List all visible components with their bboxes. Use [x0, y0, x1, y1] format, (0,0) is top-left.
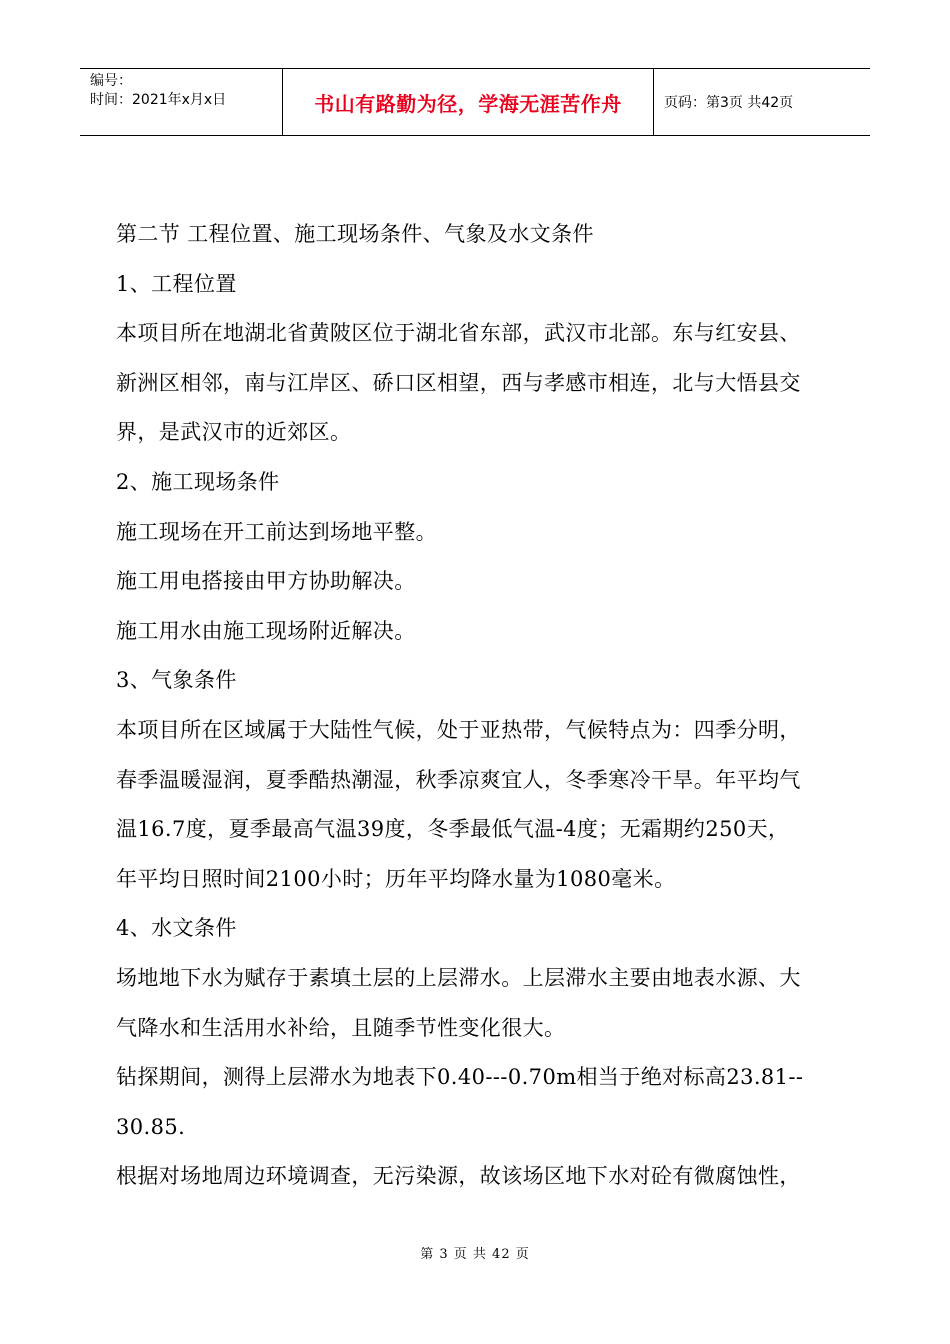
paragraph-line: 施工用电搭接由甲方协助解决。	[116, 569, 416, 594]
heading-site-conditions: 2、施工现场条件	[116, 469, 280, 494]
paragraph-line: 年平均日照时间2100小时；历年平均降水量为1080毫米。	[116, 866, 676, 891]
paragraph-line: 根据对场地周边环境调查，无污染源，故该场区地下水对砼有微腐蚀性，	[116, 1164, 801, 1189]
paragraph-line: 本项目所在地湖北省黄陂区位于湖北省东部，武汉市北部。东与红安县、	[116, 321, 801, 346]
page-footer: 第 3 页 共 42 页	[420, 1247, 530, 1262]
paragraph-line: 施工用水由施工现场附近解决。	[116, 618, 416, 643]
heading-hydrology: 4、水文条件	[116, 916, 237, 941]
paragraph-line: 30.85.	[116, 1114, 186, 1139]
paragraph-line: 钻探期间，测得上层滞水为地表下0.40---0.70m相当于绝对标高23.81--	[116, 1065, 804, 1090]
document-header	[80, 68, 870, 136]
document-date: 时间：2021年x月x日	[90, 92, 227, 108]
heading-weather: 3、气象条件	[116, 668, 237, 693]
document-number-label: 编号：	[90, 73, 132, 89]
header-meta	[80, 69, 282, 135]
document-body	[116, 210, 840, 1202]
paragraph-line: 新洲区相邻，南与江岸区、硚口区相望，西与孝感市相连，北与大悟县交	[116, 370, 801, 395]
paragraph-line: 温16.7度，夏季最高气温39度，冬季最低气温-4度；无霜期约250天，	[116, 817, 790, 842]
paragraph-line: 气降水和生活用水补给，且随季节性变化很大。	[116, 1015, 566, 1040]
paragraph-line: 施工现场在开工前达到场地平整。	[116, 519, 437, 544]
paragraph-line: 本项目所在区域属于大陆性气候，处于亚热带，气候特点为：四季分明，	[116, 717, 801, 742]
paragraph-line: 春季温暖湿润，夏季酷热潮湿，秋季凉爽宜人，冬季寒冷干旱。年平均气	[116, 767, 801, 792]
paragraph-line: 界，是武汉市的近郊区。	[116, 420, 352, 445]
header-motto: 书山有路勤为径，学海无涯苦作舟	[282, 69, 654, 135]
section-title: 第二节 工程位置、施工现场条件、气象及水文条件	[116, 222, 594, 246]
heading-location: 1、工程位置	[116, 271, 237, 296]
paragraph-line: 场地地下水为赋存于素填土层的上层滞水。上层滞水主要由地表水源、大	[116, 965, 801, 990]
header-page-info: 页码：第3页 共42页	[664, 95, 794, 111]
